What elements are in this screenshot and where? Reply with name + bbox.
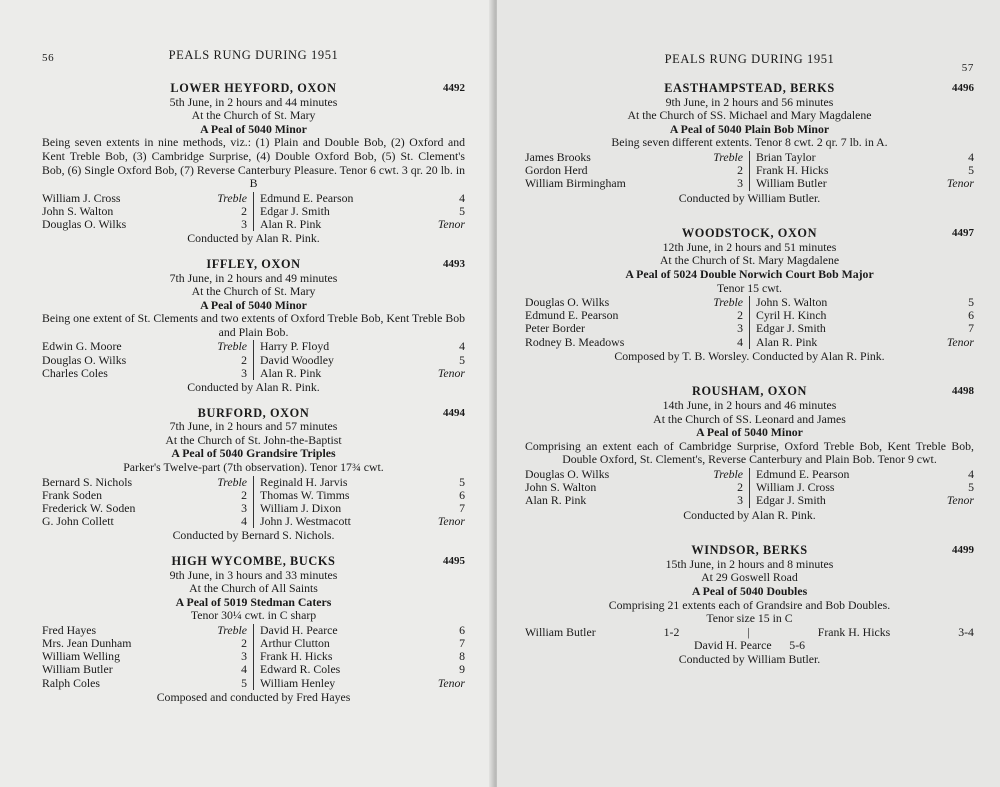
peal-date: 5th June, in 2 hours and 44 minutes — [169, 94, 338, 109]
ringer-name: William J. Cross — [756, 480, 835, 495]
ringer-bell: Treble — [217, 190, 247, 205]
leader-dots — [122, 340, 217, 353]
ringer-bell: 1-2 — [663, 624, 680, 639]
ringer-row — [42, 354, 247, 367]
running-title: PEALS RUNG DURING 1951 — [664, 52, 835, 66]
leader-dots — [100, 677, 217, 690]
ringer-row — [756, 322, 974, 335]
ringer-name: John S. Walton — [42, 203, 114, 218]
ringer-row — [42, 677, 247, 690]
peal-title: A Peal of 5040 Plain Bob Minor — [669, 121, 830, 136]
leader-dots — [329, 340, 435, 353]
ringer-name: Harry P. Floyd — [260, 339, 330, 354]
peal-credit: Conducted by Alan R. Pink. — [187, 380, 320, 395]
leader-dots — [132, 476, 217, 489]
ringer-row — [42, 489, 247, 502]
ringer-bell: 5 — [968, 295, 974, 310]
ringer-name: Edward R. Coles — [260, 662, 341, 677]
ringer-bell: 2 — [241, 203, 247, 218]
ringer-bell: Treble — [713, 295, 743, 310]
leader-dots — [826, 494, 944, 507]
ringer-name: James Brooks — [525, 149, 591, 164]
ringer-name: William Welling — [42, 649, 120, 664]
ringer-bell: 5-6 — [789, 638, 806, 653]
ringer-bell: 3 — [241, 649, 247, 664]
peal-date: 14th June, in 2 hours and 46 minutes — [662, 398, 837, 413]
peal-number: 4494 — [443, 406, 465, 419]
ringer-row — [260, 515, 465, 528]
peal-heading — [42, 258, 465, 272]
leader-dots — [330, 205, 435, 218]
leader-dots — [591, 151, 713, 164]
peal-date: 15th June, in 2 hours and 8 minutes — [665, 556, 834, 571]
leader-dots — [828, 164, 944, 177]
ringer-bell: Treble — [217, 339, 247, 354]
peal-tenor: Tenor size 15 in C — [706, 611, 793, 626]
ringer-name: Alan R. Pink — [260, 217, 322, 232]
ringer-row — [42, 192, 247, 205]
peal-list — [525, 82, 974, 667]
leader-dots — [835, 481, 945, 494]
ringer-bell: 4 — [459, 339, 465, 354]
peal-title: A Peal of 5019 Stedman Caters — [175, 594, 332, 609]
leader-dots — [596, 481, 713, 494]
ringer-row — [260, 476, 465, 489]
ringer-bell: 4 — [241, 514, 247, 529]
peal-credit: Conducted by William Butler. — [678, 190, 821, 205]
page-number: 56 — [42, 52, 55, 64]
peal-description: Comprising 21 extents each of Grandsire and Bob Doubles. — [608, 597, 891, 612]
ringer-name: Brian Taylor — [756, 149, 816, 164]
leader-dots — [126, 218, 217, 231]
leader-dots — [126, 354, 217, 367]
ringer-bell: Tenor — [946, 334, 974, 349]
ringer-row — [260, 489, 465, 502]
ringer-row — [756, 336, 974, 349]
ringer-row — [260, 663, 465, 676]
ringer-bell: Tenor — [437, 365, 465, 380]
peal-title: A Peal of 5040 Doubles — [691, 583, 808, 598]
ringer-bell: 7 — [968, 321, 974, 336]
ringer-bell: 2 — [737, 480, 743, 495]
leader-dots — [114, 515, 217, 528]
ringer-name: Frank H. Hicks — [756, 163, 829, 178]
ringers-right-column — [253, 340, 465, 380]
leader-dots — [609, 296, 713, 309]
page-number: 57 — [961, 62, 974, 74]
peal-venue: At the Church of St. John-the-Baptist — [165, 432, 342, 447]
peal-heading — [525, 82, 974, 96]
ringer-bell: 4 — [968, 149, 974, 164]
leader-dots — [351, 515, 435, 528]
peal-place: EASTHAMPSTEAD, BERKS — [664, 81, 835, 95]
ringer-bell: Treble — [713, 467, 743, 481]
ringer-name: Alan R. Pink — [260, 365, 322, 380]
peal-venue: At the Church of All Saints — [189, 581, 318, 596]
ringer-name: G. John Collett — [42, 514, 114, 529]
ringer-name: Bernard S. Nichols — [42, 474, 133, 489]
leader-dots — [102, 489, 217, 502]
peal-title: A Peal of 5024 Double Norwich Court Bob Major — [625, 266, 874, 281]
peal-description: Tenor 15 cwt. — [716, 280, 783, 295]
ringer-name: Edwin G. Moore — [42, 339, 122, 354]
leader-dots — [335, 677, 435, 690]
ringer-name: Rodney B. Meadows — [525, 334, 625, 349]
ringer-row — [525, 322, 743, 335]
ringer-name: Reginald H. Jarvis — [260, 474, 348, 489]
ringers-right-column — [749, 151, 974, 191]
ringer-bell: 5 — [459, 352, 465, 367]
peal-heading — [42, 555, 465, 569]
peal-place: HIGH WYCOMBE, BUCKS — [171, 553, 336, 568]
leader-dots — [120, 650, 217, 663]
peal-date: 9th June, in 2 hours and 56 minutes — [665, 94, 834, 109]
peal-number: 4492 — [443, 82, 465, 94]
ringers-left-column — [42, 624, 253, 690]
ringers-left-column — [42, 476, 253, 529]
ringer-name: Frank H. Hicks — [817, 624, 891, 639]
peal-place: WOODSTOCK, OXON — [681, 226, 818, 241]
ringer-row — [756, 494, 974, 507]
ringer-bell: Tenor — [437, 514, 465, 529]
leader-dots — [826, 322, 944, 335]
peal-heading — [525, 385, 974, 399]
ringer-name: Frederick W. Soden — [42, 500, 136, 515]
leader-dots — [817, 336, 944, 349]
ringer-bell: 3-4 — [958, 624, 974, 639]
ringer-bell: 8 — [459, 649, 465, 664]
leader-dots — [340, 663, 435, 676]
peal-place: LOWER HEYFORD, OXON — [170, 81, 337, 95]
peal-number: 4496 — [952, 82, 974, 94]
ringer-row — [260, 354, 465, 367]
peal-description: Being seven different extents. Tenor 8 cwt. 2 qr. 7 lb. in A. — [611, 135, 888, 150]
ringer-name: Alan R. Pink — [525, 493, 587, 508]
ringers-right-column — [749, 296, 974, 349]
peal-place: BURFORD, OXON — [197, 405, 310, 420]
peal-entry — [42, 407, 465, 543]
ringer-name: William J. Cross — [42, 190, 121, 205]
ringers-left-column — [525, 468, 749, 508]
ringer-row — [260, 192, 465, 205]
peal-venue: At the Church of St. Mary Magdalene — [659, 253, 840, 268]
leader-dots — [131, 637, 217, 650]
ringer-name: Fred Hayes — [42, 622, 97, 637]
ringer-name: Edgar J. Smith — [756, 321, 826, 336]
peal-credit: Conducted by Alan R. Pink. — [187, 231, 320, 246]
peal-entry — [42, 258, 465, 395]
ringer-bell: 4 — [737, 334, 743, 349]
ringer-name: Cyril H. Kinch — [756, 308, 827, 323]
ringer-row — [42, 663, 247, 676]
peal-title: A Peal of 5040 Grandsire Triples — [171, 446, 336, 461]
ringers-table — [42, 340, 465, 380]
leader-dots — [826, 309, 944, 322]
peal-place: WINDSOR, BERKS — [691, 543, 808, 558]
ringer-bell: 2 — [737, 308, 743, 323]
peal-entry — [525, 82, 974, 205]
ringer-name: David Woodley — [260, 352, 334, 367]
peal-description: Being one extent of St. Clements and two extents of Oxford Treble Bob, Kent Treble Bob and Plain Bob. — [42, 311, 466, 339]
ringers-table — [42, 624, 465, 690]
leader-dots — [347, 476, 435, 489]
ringer-bell: Treble — [217, 474, 247, 489]
peal-date: 7th June, in 2 hours and 49 minutes — [169, 270, 338, 285]
leader-dots — [827, 296, 944, 309]
leader-dots — [586, 494, 713, 507]
ringers-table — [525, 151, 974, 191]
peal-credit: Composed by T. B. Worsley. Conducted by Alan R. Pink. — [614, 348, 885, 363]
ringer-bell: 3 — [737, 176, 743, 191]
ringer-row — [260, 677, 465, 690]
peal-date: 12th June, in 2 hours and 51 minutes — [662, 239, 837, 254]
peal-description: Being seven extents in nine methods, viz.: (1) Plain and Double Bob, (2) Oxford and Kent Treble Bob, (3) Cambridge Surprise, (4) Double Oxford Bob, (5) St. Clement's Bob, (6) Single Oxford Bob, (7) Reverse Canterbury Pleasure. Tenor 6 cwt. 3 qr. 20 lb. in B — [42, 135, 465, 191]
ringer-name: David H. Pearce — [260, 622, 338, 637]
ringer-bell: 2 — [241, 352, 247, 367]
ringer-row — [42, 340, 247, 353]
ringer-name: Alan R. Pink — [756, 334, 818, 349]
leader-dots — [321, 367, 435, 380]
ringer-name: Mrs. Jean Dunham — [42, 636, 132, 651]
ringer-row — [756, 177, 974, 190]
ringer-bell: 6 — [968, 308, 974, 323]
ringer-name: Peter Border — [525, 321, 585, 336]
ringer-name: Gordon Herd — [525, 163, 588, 178]
peal-heading — [525, 544, 974, 558]
peal-place: IFFLEY, OXON — [206, 256, 301, 271]
ringer-row — [260, 340, 465, 353]
ringer-bell: 3 — [241, 217, 247, 232]
peal-heading — [42, 82, 465, 96]
leader-dots — [624, 336, 713, 349]
peal-description: Comprising an extent each of Cambridge Surprise, Oxford Treble Bob, Kent Treble Bob, Double Oxford, St. Clement's, Reverse Canterbury and Plain Bob. Tenor 9 cwt. — [525, 438, 974, 467]
ringer-row — [525, 626, 974, 640]
right-page — [497, 0, 1000, 787]
ringer-name: Edmund E. Pearson — [756, 467, 850, 481]
ringer-bell: Tenor — [437, 675, 465, 690]
left-page — [0, 0, 495, 787]
peal-credit: Conducted by William Butler. — [678, 651, 821, 666]
ringer-row — [42, 515, 247, 528]
ringer-row — [525, 336, 743, 349]
peal-number: 4499 — [952, 544, 974, 557]
ringer-bell: 5 — [968, 163, 974, 178]
ringer-row — [525, 494, 743, 507]
leader-dots — [626, 177, 713, 190]
peal-venue: At the Church of SS. Leonard and James — [653, 411, 846, 426]
ringer-row — [42, 367, 247, 380]
leader-dots — [332, 650, 435, 663]
ringer-bell: 6 — [459, 487, 465, 502]
leader-dots — [330, 637, 435, 650]
leader-dots — [334, 354, 435, 367]
peal-entry — [525, 227, 974, 363]
ringer-name: John J. Westmacott — [260, 514, 351, 529]
ringer-name: Douglas O. Wilks — [525, 295, 610, 310]
leader-dots — [113, 663, 217, 676]
ringer-name: Edgar J. Smith — [260, 203, 330, 218]
ringer-row — [42, 218, 247, 231]
ringers-left-column — [525, 151, 749, 191]
leader-dots — [816, 151, 944, 164]
peal-entry — [42, 82, 465, 246]
ringer-name: Charles Coles — [42, 365, 108, 380]
peal-entry — [525, 544, 974, 666]
peal-number: 4495 — [443, 554, 465, 567]
leader-dots — [108, 367, 217, 380]
ringers-right-column — [253, 624, 465, 690]
ringer-bell: Treble — [713, 149, 743, 164]
ringer-row — [42, 476, 247, 489]
leader-dots — [849, 468, 944, 481]
ringer-bell: 4 — [459, 190, 465, 205]
ringer-row — [525, 177, 743, 190]
ringer-name: William Butler — [756, 176, 827, 191]
ringer-name: Thomas W. Timms — [260, 487, 350, 502]
ringer-name: John S. Walton — [756, 295, 828, 310]
leader-dots — [121, 192, 218, 205]
leader-dots — [609, 468, 713, 481]
ringer-name: Frank Soden — [42, 487, 102, 502]
ringer-bell: 7 — [459, 500, 465, 515]
ringer-bell: 3 — [241, 365, 247, 380]
ringers-left-column — [42, 340, 253, 380]
ringer-name: Arthur Clutton — [260, 636, 330, 651]
leader-dots — [113, 205, 217, 218]
ringer-name: Edgar J. Smith — [756, 493, 826, 508]
ringer-name: Edmund E. Pearson — [260, 190, 354, 205]
ringers-table — [42, 192, 465, 232]
ringers-table — [42, 476, 465, 529]
ringer-bell: 5 — [968, 480, 974, 495]
leader-dots — [353, 192, 435, 205]
leader-dots — [827, 177, 944, 190]
peal-venue: At 29 Goswell Road — [701, 570, 798, 585]
peal-title: A Peal of 5040 Minor — [200, 297, 307, 312]
ringer-bell: 6 — [459, 622, 465, 637]
peal-entry — [525, 385, 974, 522]
ringer-name: John S. Walton — [525, 480, 597, 495]
ringer-name: William J. Dixon — [260, 500, 342, 515]
ringer-bell: 3 — [737, 493, 743, 508]
peal-number: 4493 — [443, 257, 465, 270]
peal-credit: Conducted by Bernard S. Nichols. — [172, 528, 335, 543]
peal-date: 7th June, in 2 hours and 57 minutes — [169, 419, 338, 434]
peal-description: Parker's Twelve-part (7th observation). Tenor 17¾ cwt. — [123, 460, 384, 474]
ringer-name: William Birmingham — [525, 176, 626, 191]
column-divider: | — [747, 624, 750, 639]
ringer-bell: 7 — [459, 636, 465, 651]
leader-dots — [618, 309, 713, 322]
running-header — [42, 48, 465, 66]
ringer-name: David H. Pearce — [693, 638, 772, 653]
ringer-name: Douglas O. Wilks — [42, 352, 127, 367]
ringers-right-column — [253, 476, 465, 529]
ringer-name: William Butler — [525, 624, 596, 639]
ringer-name: William Butler — [42, 662, 113, 677]
leader-dots — [135, 502, 217, 515]
ringer-bell: 4 — [968, 467, 974, 481]
peal-entry — [42, 555, 465, 705]
peal-title: A Peal of 5040 Minor — [200, 121, 307, 136]
peal-venue: At the Church of St. Mary — [191, 284, 316, 299]
peal-heading — [42, 407, 465, 421]
ringers-left-column — [525, 296, 749, 349]
ringer-bell: 4 — [241, 662, 247, 677]
leader-dots — [321, 218, 435, 231]
ringer-bell: 3 — [241, 500, 247, 515]
leader-dots — [350, 489, 436, 502]
ringer-bell: 2 — [241, 636, 247, 651]
ringer-row — [260, 367, 465, 380]
ringer-name: Frank H. Hicks — [260, 649, 333, 664]
ringer-name: Ralph Coles — [42, 675, 100, 690]
ringer-bell: 3 — [737, 321, 743, 336]
peal-credit: Composed and conducted by Fred Hayes — [156, 689, 351, 704]
ringers-right-column — [253, 192, 465, 232]
ringer-bell: Tenor — [946, 176, 974, 191]
ringers-table — [525, 468, 974, 508]
peal-number: 4498 — [952, 385, 974, 398]
ringer-bell: 9 — [459, 662, 465, 677]
peal-heading — [525, 227, 974, 241]
ringer-bell: 5 — [459, 474, 465, 489]
running-header — [525, 52, 974, 74]
running-title: PEALS RUNG DURING 1951 — [168, 48, 339, 62]
ringers-left-column — [42, 192, 253, 232]
peal-description: Tenor 30¼ cwt. in C sharp — [190, 608, 317, 623]
ringer-name: William Henley — [260, 675, 336, 690]
peal-venue: At the Church of St. Mary — [191, 108, 316, 123]
ringer-bell: Tenor — [437, 217, 465, 232]
peal-credit: Conducted by Alan R. Pink. — [683, 507, 816, 522]
ringer-row — [525, 639, 974, 653]
peal-place: ROUSHAM, OXON — [691, 384, 808, 399]
ringer-bell: 5 — [459, 203, 465, 218]
ringers-table — [525, 296, 974, 349]
leader-dots — [338, 624, 435, 637]
ringer-name: Douglas O. Wilks — [525, 467, 610, 481]
ringer-bell: Tenor — [946, 493, 974, 508]
leader-dots — [341, 502, 435, 515]
ringer-bell: 5 — [241, 675, 247, 690]
ringer-row — [260, 218, 465, 231]
peal-title: A Peal of 5040 Minor — [696, 425, 803, 440]
ringers-right-column — [749, 468, 974, 508]
leader-dots — [585, 322, 713, 335]
ringer-name: Douglas O. Wilks — [42, 217, 127, 232]
ringer-bell: 2 — [241, 487, 247, 502]
peal-date: 9th June, in 3 hours and 33 minutes — [169, 567, 338, 582]
peal-list — [42, 82, 465, 704]
peal-number: 4497 — [952, 227, 974, 240]
peal-venue: At the Church of SS. Michael and Mary Magdalene — [627, 108, 872, 123]
ringer-name: Edmund E. Pearson — [525, 308, 619, 323]
ringer-bell: 2 — [737, 163, 743, 178]
ringer-bell: Treble — [217, 622, 247, 637]
